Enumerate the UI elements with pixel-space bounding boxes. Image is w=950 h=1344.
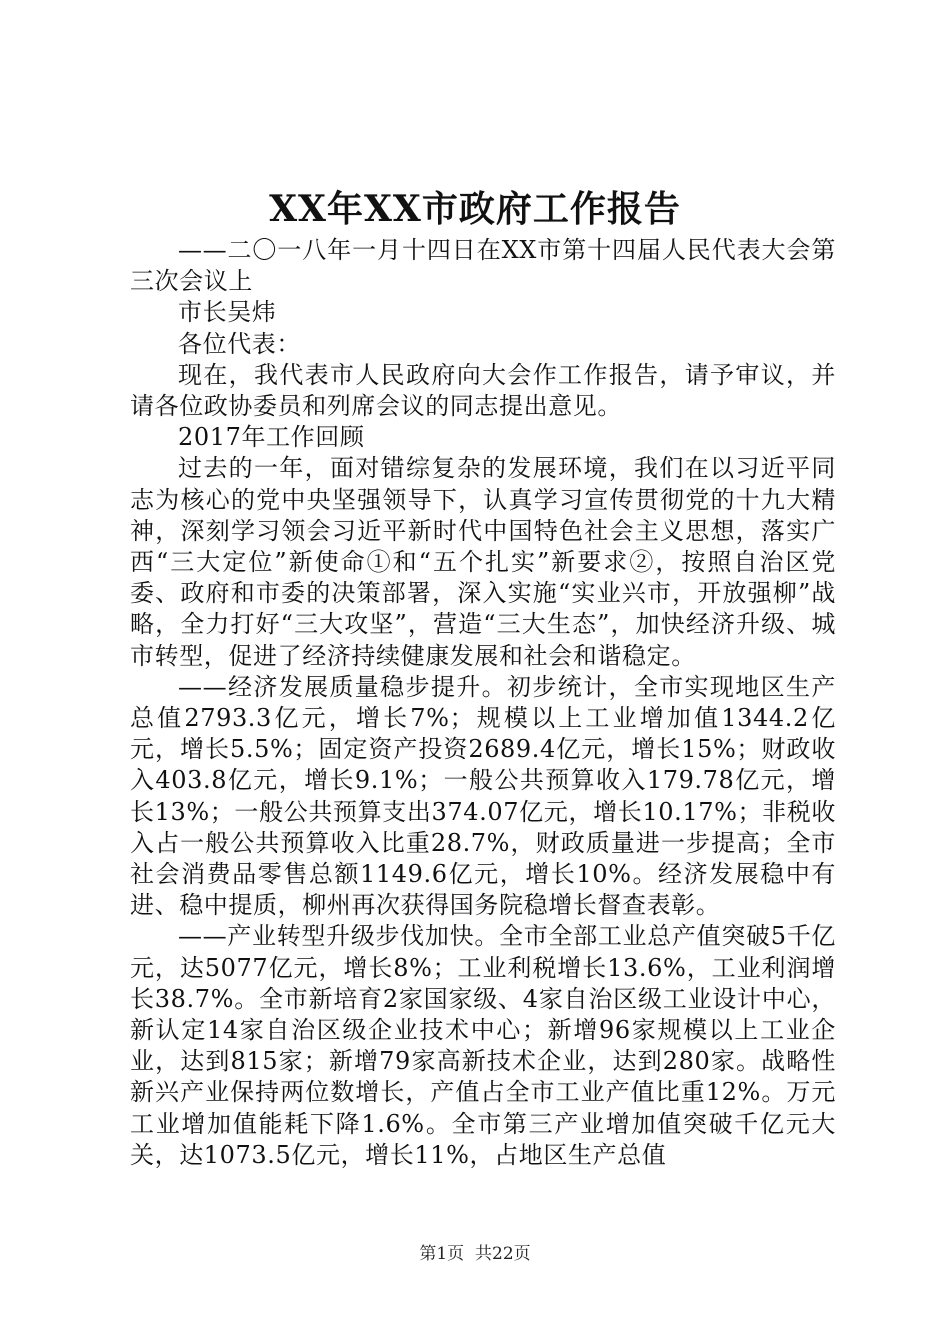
page-total: 共22页 <box>475 1244 531 1264</box>
salutation: 各位代表： <box>178 329 301 358</box>
body-paragraph: 过去的一年，面对错综复杂的发展环境，我们在以习近平同志为核心的党中央坚强领导下，认真学习宣传贯彻党的十九大精神，深刻学习领会习近平新时代中国特色社会主义思想，落实广西“三大定位”新使命①和“五个扎实”新要求②，按照自治区党委、政府和市委的决策部署，深入实施“实业兴市，开放强柳”战略，全力打好“三大攻坚”，营造“三大生态”，加快经济升级、城市转型，促进了经济持续健康发展和社会和谐稳定。 <box>130 454 836 670</box>
page-footer <box>0 1242 950 1266</box>
page-number: 第1页 <box>419 1244 465 1264</box>
body-paragraph: ——产业转型升级步伐加快。全市全部工业总产值突破5千亿元，达5077亿元，增长8%；工业利税增长13.6%，工业利润增长38.7%。全市新培育2家国家级、4家自治区级工业设计中心，新认定14家自治区级企业技术中心；新增96家规模以上工业企业，达到815家；新增79家高新技术企业，达到280家。战略性新兴产业保持两位数增长，产值占全市工业产值比重12%。万元工业增加值能耗下降1.6%。全市第三产业增加值突破千亿元大关，达1073.5亿元，增长11%，占地区生产总值 <box>130 922 836 1169</box>
speaker-line: 市长吴炜 <box>178 298 277 327</box>
section-heading: 2017年工作回顾 <box>178 423 365 452</box>
document-body <box>130 235 836 1171</box>
intro-paragraph: 现在，我代表市人民政府向大会作工作报告，请予审议，并请各位政协委员和列席会议的同志提出意见。 <box>130 360 836 421</box>
body-paragraph: ——经济发展质量稳步提升。初步统计，全市实现地区生产总值2793.3亿元，增长7%；规模以上工业增加值1344.2亿元，增长5.5%；固定资产投资2689.4亿元，增长15%；财政收入403.8亿元，增长9.1%；一般公共预算收入179.78亿元，增长13%；一般公共预算支出374.07亿元，增长10.17%；非税收入占一般公共预算收入比重28.7%，财政质量进一步提高；全市社会消费品零售总额1149.6亿元，增长10%。经济发展稳中有进、稳中提质，柳州再次获得国务院稳增长督查表彰。 <box>130 672 836 920</box>
subtitle-paragraph: ——二〇一八年一月十四日在XX市第十四届人民代表大会第三次会议上 <box>130 236 836 296</box>
document-title: XX年XX市政府工作报告 <box>269 188 681 230</box>
